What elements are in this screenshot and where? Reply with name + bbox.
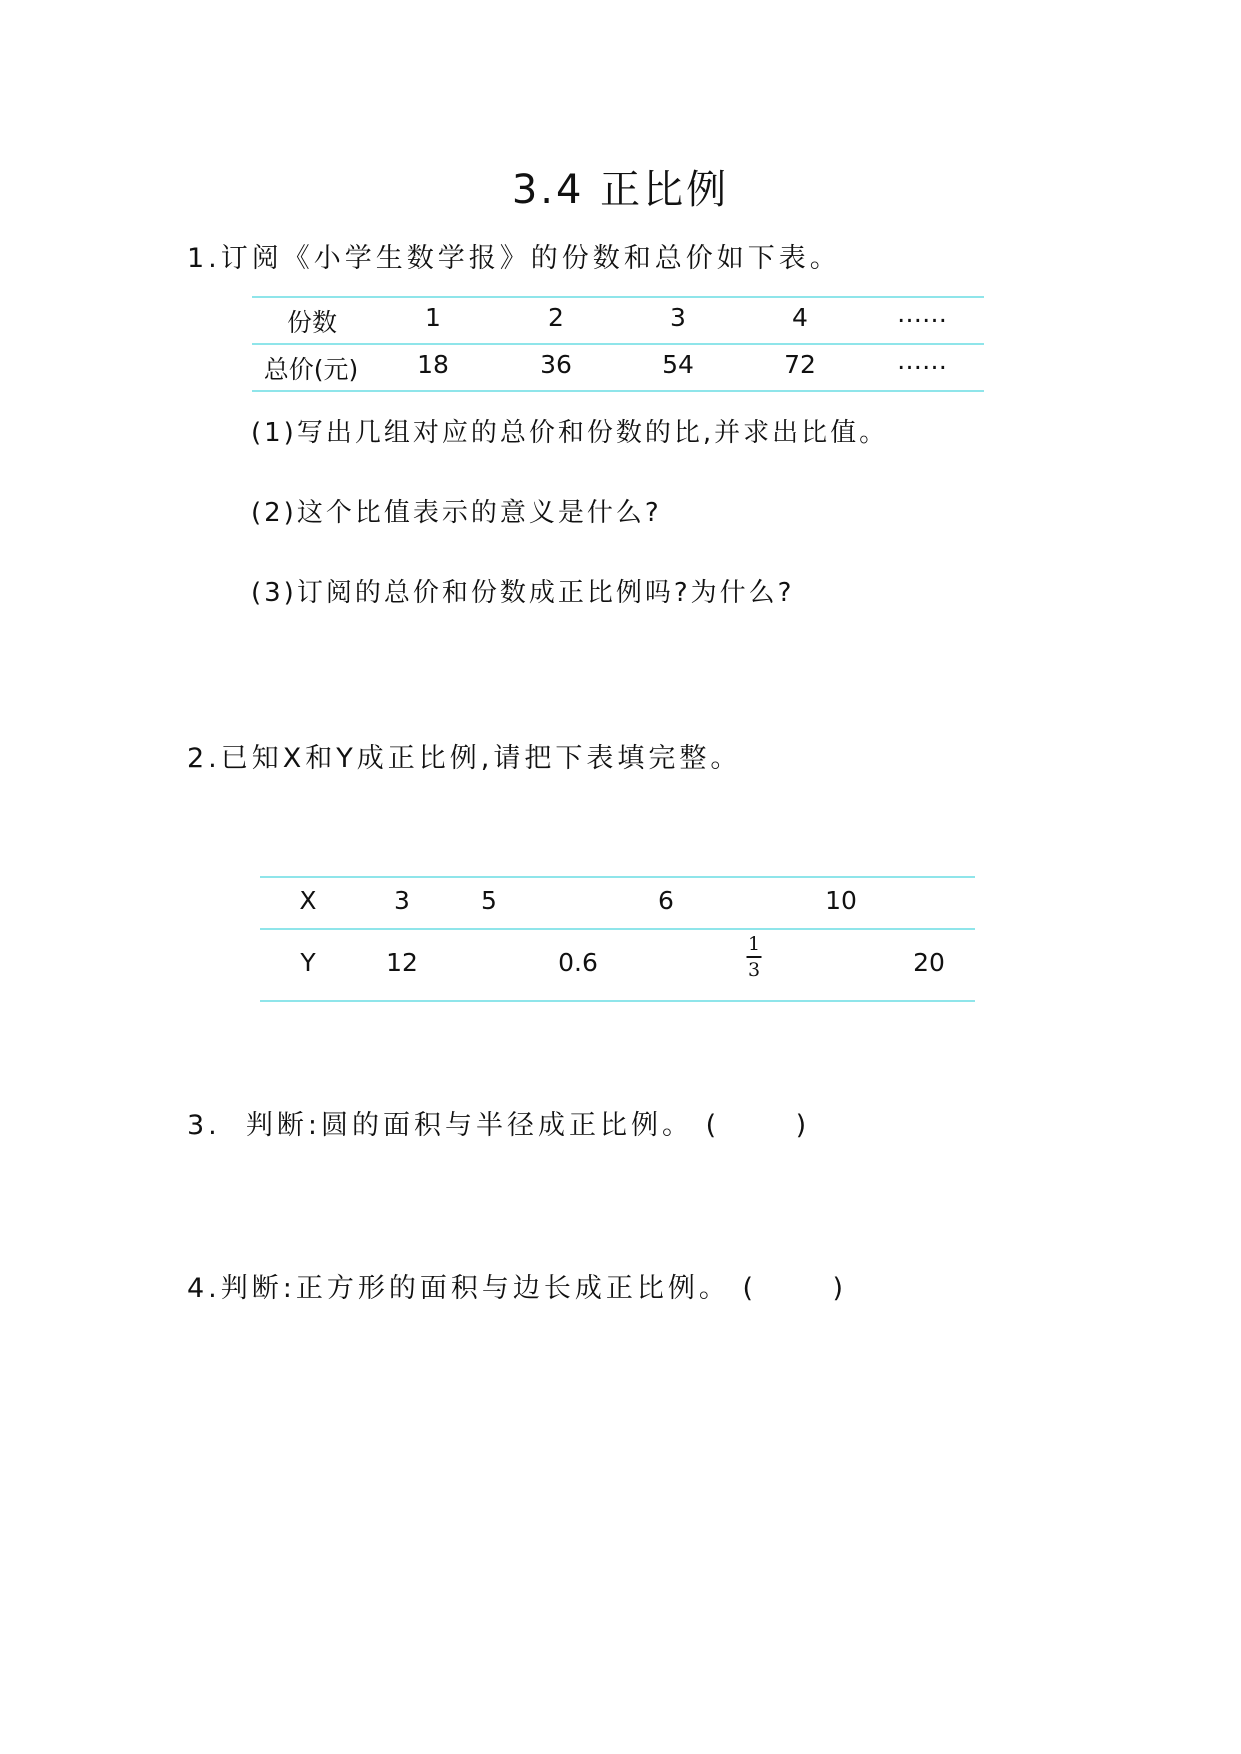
table-1-row-header: 总价(元) — [263, 355, 359, 384]
table-2-y-cell: 0.6 — [558, 948, 598, 977]
table-1-ellipsis: …… — [897, 346, 947, 375]
table-1-cell: 54 — [662, 350, 694, 379]
table-2-x-cell: 10 — [825, 886, 857, 915]
table-1-cell: 1 — [425, 303, 441, 332]
table-2-x-cell: 5 — [481, 886, 497, 915]
table-1-ellipsis: …… — [897, 299, 947, 328]
table-1-cell: 72 — [784, 350, 816, 379]
fraction-bar — [747, 956, 762, 958]
table-2-rule-bottom — [260, 1000, 975, 1002]
table-1-rule-middle — [252, 343, 984, 345]
page-title: 3.4 正比例 — [511, 167, 730, 213]
table-2-x-cell: 6 — [658, 886, 674, 915]
question-4-text: 4.判断:正方形的面积与边长成正比例。 ( ) — [187, 1273, 848, 1304]
question-1-sub-1: (1)写出几组对应的总价和份数的比,并求出比值。 — [251, 418, 889, 448]
fraction-denominator: 3 — [747, 958, 761, 981]
table-2-x-cell: 3 — [394, 886, 410, 915]
table-1-rule-bottom — [252, 390, 984, 392]
table-2-y-cell: 20 — [913, 948, 945, 977]
table-2-rule-middle — [260, 928, 975, 930]
question-1-sub-3: (3)订阅的总价和份数成正比例吗?为什么? — [251, 578, 795, 608]
table-2-y-label: Y — [300, 948, 316, 977]
table-2-x-label: X — [299, 886, 317, 915]
table-1-row-header: 份数 — [286, 308, 338, 337]
question-1-sub-2: (2)这个比值表示的意义是什么? — [251, 498, 662, 528]
table-1-cell: 3 — [670, 303, 686, 332]
table-1-cell: 18 — [417, 350, 449, 379]
table-2-rule-top — [260, 876, 975, 878]
question-1-text: 1.订阅《小学生数学报》的份数和总价如下表。 — [187, 243, 841, 274]
table-2-y-cell: 12 — [386, 948, 418, 977]
question-2-text: 2.已知X和Y成正比例,请把下表填完整。 — [187, 743, 742, 774]
table-1-cell: 36 — [540, 350, 572, 379]
question-3-text: 3. 判断:圆的面积与半径成正比例。 ( ) — [187, 1110, 811, 1141]
fraction-numerator: 1 — [747, 933, 761, 955]
table-1-cell: 2 — [548, 303, 564, 332]
table-1-rule-top — [252, 296, 984, 298]
table-1-cell: 4 — [792, 303, 808, 332]
table-2-y-fraction — [747, 934, 762, 980]
